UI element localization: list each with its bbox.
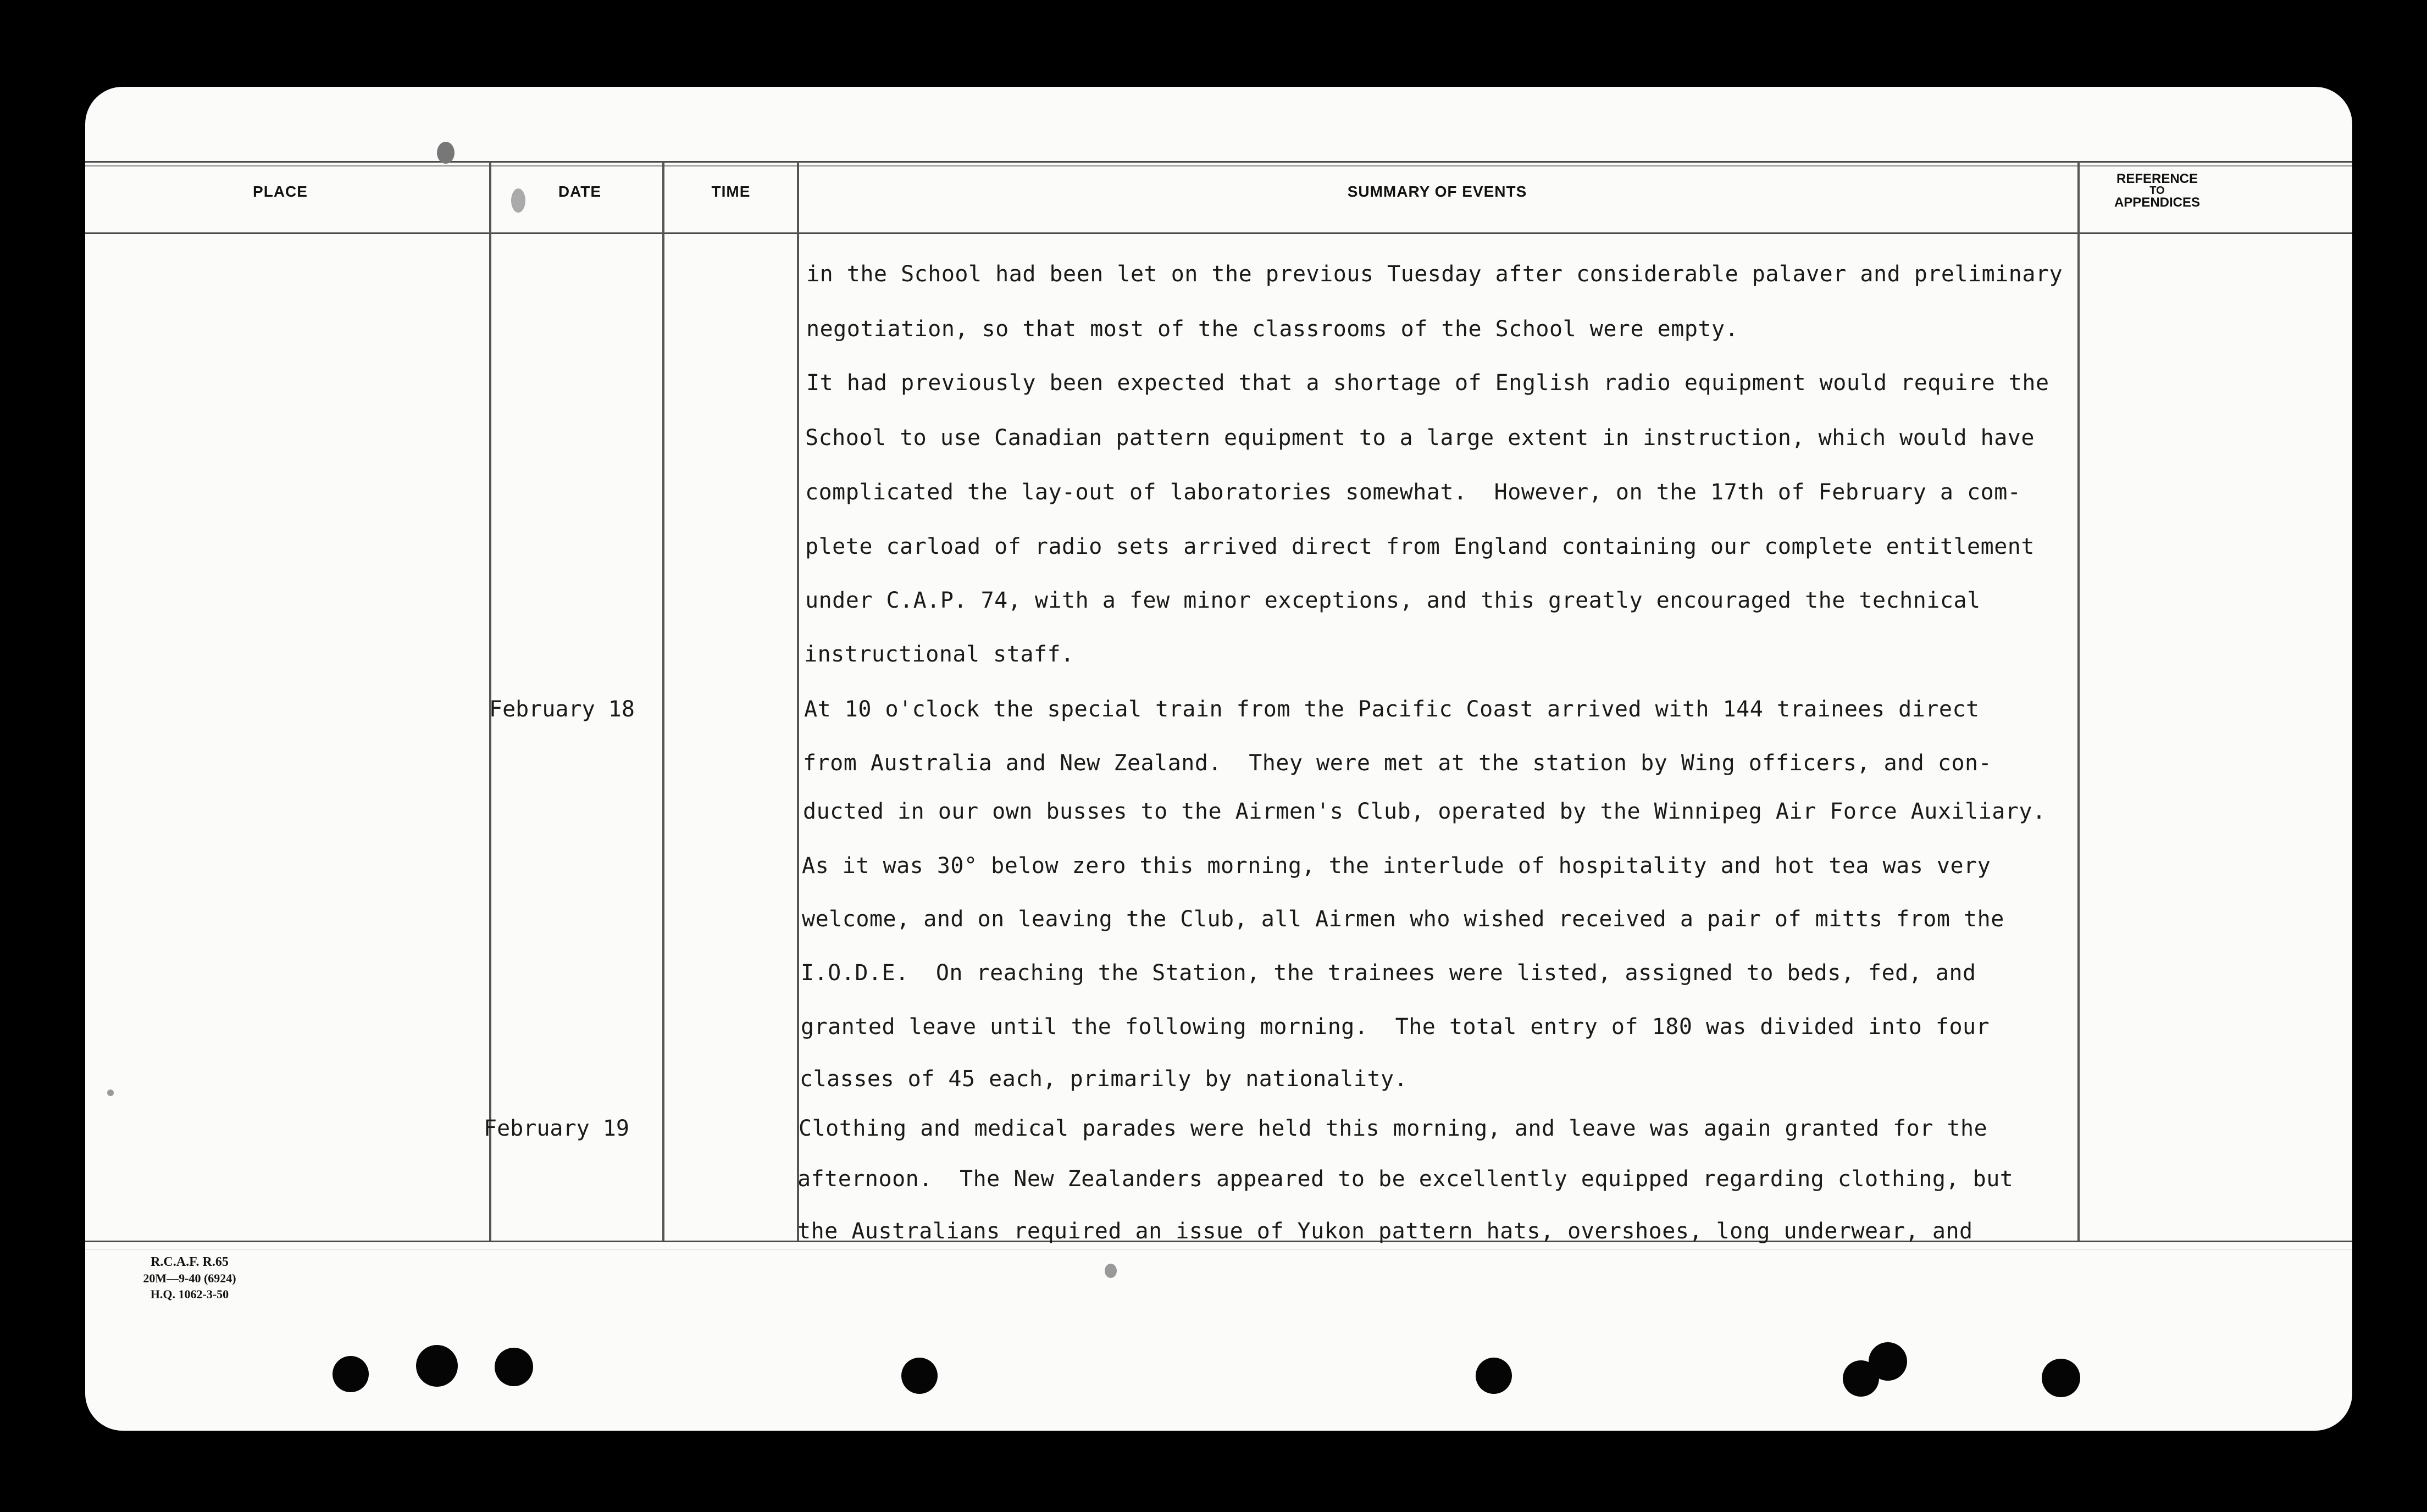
header-date: DATE — [558, 183, 602, 200]
column-rule-time-summary — [797, 161, 799, 1241]
summary-line: under C.A.P. 74, with a few minor exceptions, and this greatly encouraged the technical — [805, 588, 1981, 613]
header-reference-line: REFERENCE — [2116, 171, 2198, 186]
summary-line: complicated the lay-out of laboratories somewhat. However, on the 17th of February a com- — [805, 480, 2021, 505]
form-reference-line: 20M—9-40 (6924) — [143, 1271, 236, 1285]
summary-line: plete carload of radio sets arrived direct from England containing our complete entitlement — [805, 534, 2035, 559]
date-entry: February 18 — [489, 697, 635, 722]
header-reference-line: APPENDICES — [2114, 195, 2201, 210]
punch-hole — [416, 1345, 458, 1387]
column-rule-summary-reference — [2077, 161, 2080, 1241]
form-reference-line: R.C.A.F. R.65 — [151, 1255, 229, 1269]
ink-speck — [1105, 1264, 1117, 1278]
punch-hole — [2042, 1359, 2080, 1397]
ink-speck — [437, 142, 455, 164]
punch-hole — [495, 1348, 533, 1386]
punch-hole — [901, 1358, 938, 1394]
summary-line: the Australians required an issue of Yukon pattern hats, overshoes, long underwear, and — [797, 1219, 1973, 1244]
header-reference-line: TO — [2149, 185, 2165, 197]
header-place: PLACE — [253, 183, 308, 200]
summary-line: ducted in our own busses to the Airmen's Club, operated by the Winnipeg Air Force Auxiliary. — [803, 799, 2046, 824]
punch-hole — [1869, 1342, 1907, 1381]
summary-line: School to use Canadian pattern equipment to a large extent in instruction, which would have — [805, 425, 2035, 451]
summary-line: in the School had been let on the previous Tuesday after considerable palaver and preliminary — [806, 262, 2063, 287]
date-entry: February 19 — [484, 1116, 629, 1141]
summary-line: I.O.D.E. On reaching the Station, the trainees were listed, assigned to beds, fed, and — [801, 960, 1976, 986]
summary-line: negotiation, so that most of the classrooms of the School were empty. — [806, 316, 1739, 342]
summary-line: afternoon. The New Zealanders appeared to be excellently equipped regarding clothing, but — [797, 1166, 2014, 1192]
top-rule-second — [85, 165, 2352, 166]
ink-speck — [511, 188, 525, 213]
summary-line: granted leave until the following morning. The total entry of 180 was divided into four — [801, 1014, 1990, 1040]
summary-line: Clothing and medical parades were held this morning, and leave was again granted for the — [799, 1116, 1988, 1141]
top-rule — [85, 161, 2352, 163]
summary-line: welcome, and on leaving the Club, all Airmen who wished received a pair of mitts from the — [802, 907, 2004, 932]
punch-hole — [1476, 1358, 1512, 1394]
summary-line: As it was 30° below zero this morning, the interlude of hospitality and hot tea was very — [802, 853, 1991, 879]
summary-line: At 10 o'clock the special train from the Pacific Coast arrived with 144 trainees direct — [804, 697, 1980, 722]
summary-line: classes of 45 each, primarily by nationality. — [800, 1066, 1408, 1092]
diary-form-card — [85, 87, 2352, 1431]
header-reference-to-appendices — [2091, 172, 2223, 209]
summary-line: from Australia and New Zealand. They were met at the station by Wing officers, and con- — [803, 751, 1992, 776]
form-reference-line: H.Q. 1062-3-50 — [150, 1287, 229, 1301]
header-summary: SUMMARY OF EVENTS — [1347, 183, 1527, 200]
punch-hole — [333, 1356, 369, 1392]
ink-speck — [107, 1089, 114, 1096]
summary-line: It had previously been expected that a shortage of English radio equipment would require the — [806, 370, 2049, 396]
header-bottom-rule — [85, 232, 2352, 234]
header-time: TIME — [711, 183, 751, 200]
column-rule-date-time — [662, 161, 664, 1241]
form-reference — [137, 1254, 242, 1302]
summary-line: instructional staff. — [804, 642, 1074, 667]
